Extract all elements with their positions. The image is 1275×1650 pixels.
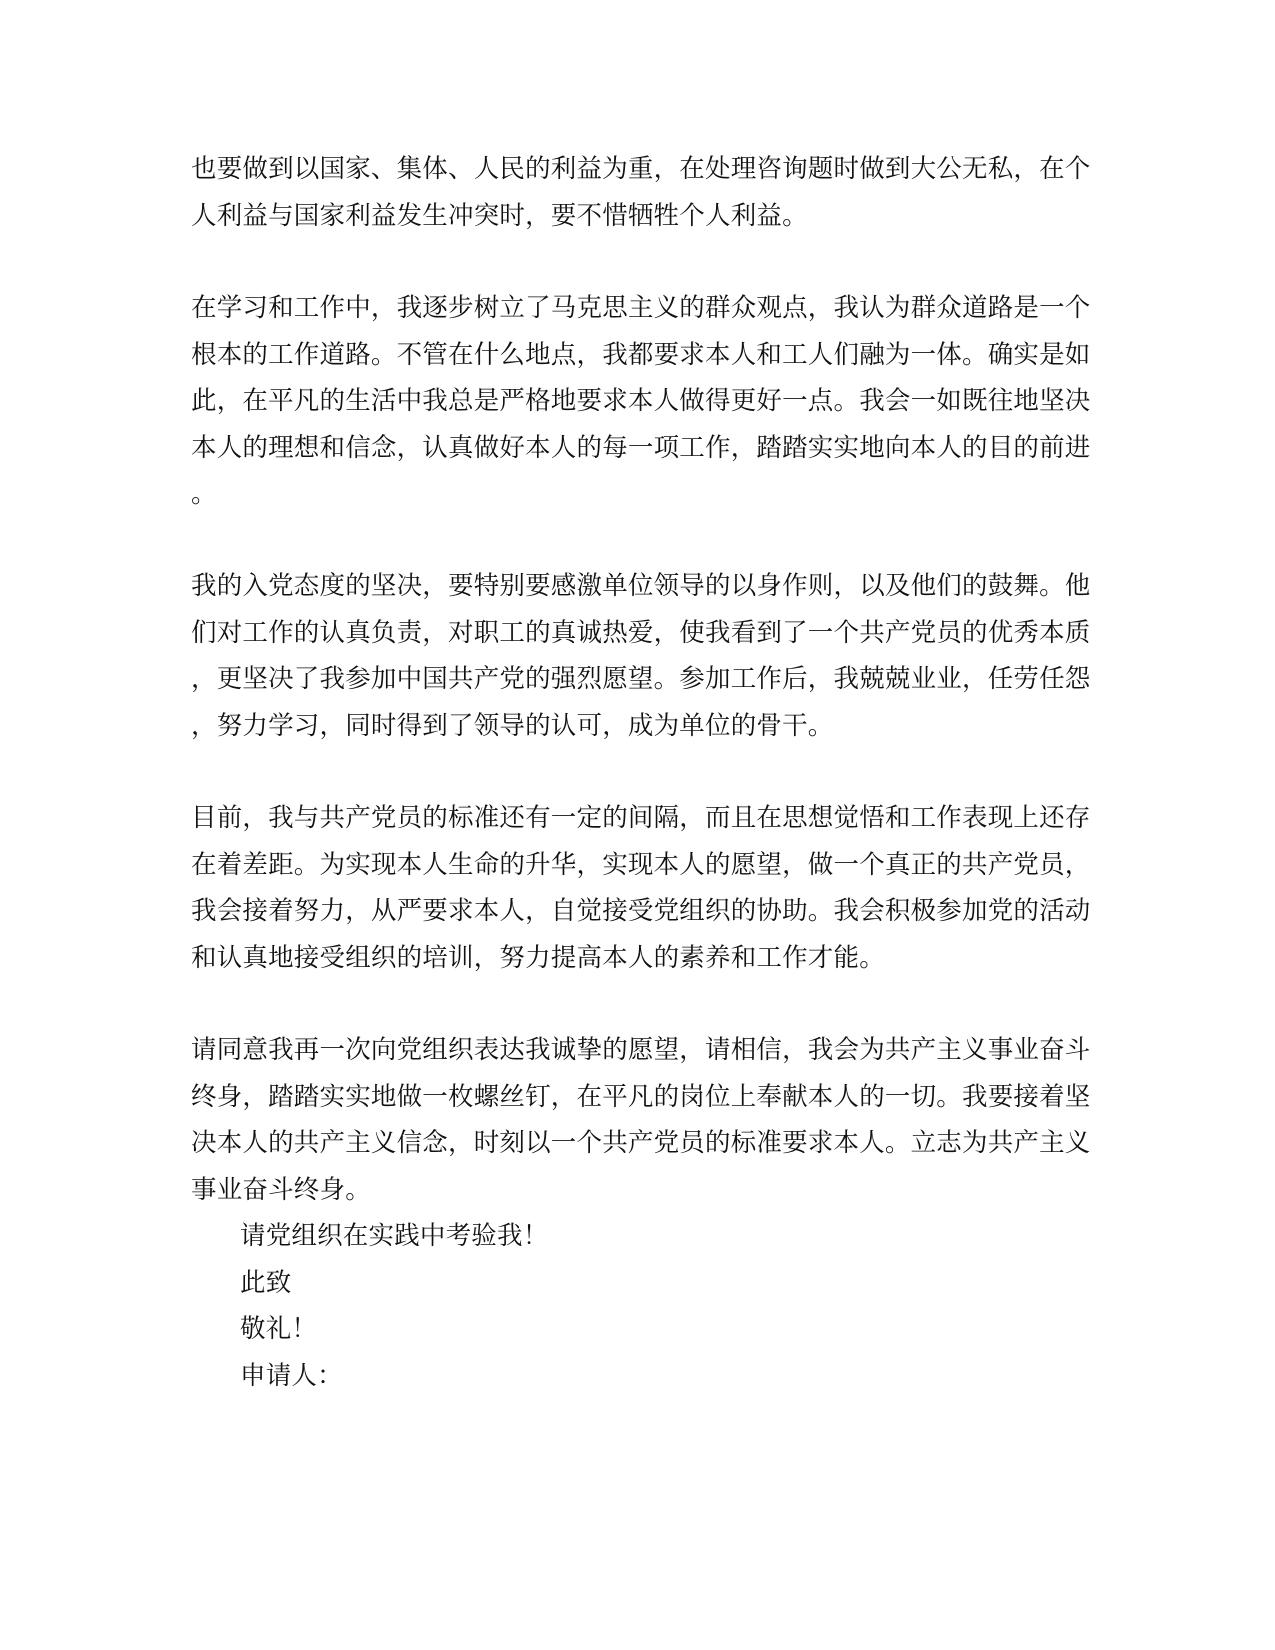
body-text-line: 。 xyxy=(191,479,217,509)
body-text-line: 在着差距。为实现本人生命的升华，实现本人的愿望，做一个真正的共产党员， xyxy=(191,850,1091,880)
body-text-line: 也要做到以国家、集体、人民的利益为重，在处理咨询题时做到大公无私，在个 xyxy=(191,154,1091,184)
body-text-line: ，努力学习，同时得到了领导的认可，成为单位的骨干。 xyxy=(191,711,834,741)
closing-salutation: 此致 xyxy=(240,1268,292,1298)
body-text-line: 本人的理想和信念，认真做好本人的每一项工作，踏踏实实地向本人的目的前进 xyxy=(191,433,1091,463)
body-text-line: 们对工作的认真负责，对职工的真诚热爱，使我看到了一个共产党员的优秀本质 xyxy=(191,618,1091,648)
body-text-line: 我的入党态度的坚决，要特别要感激单位领导的以身作则，以及他们的鼓舞。他 xyxy=(191,571,1091,601)
body-text-line: 人利益与国家利益发生冲突时，要不惜牺牲个人利益。 xyxy=(191,201,808,231)
body-text-line: 在学习和工作中，我逐步树立了马克思主义的群众观点，我认为群众道路是一个 xyxy=(191,293,1091,323)
body-text-line: ，更坚决了我参加中国共产党的强烈愿望。参加工作后，我兢兢业业，任劳任怨 xyxy=(191,664,1091,694)
body-text-line: 我会接着努力，从严要求本人，自觉接受党组织的协助。我会积极参加党的活动 xyxy=(191,896,1091,926)
applicant-signature-label: 申请人： xyxy=(240,1361,343,1391)
body-text-line: 决本人的共产主义信念，时刻以一个共产党员的标准要求本人。立志为共产主义 xyxy=(191,1128,1091,1158)
body-text-line: 此，在平凡的生活中我总是严格地要求本人做得更好一点。我会一如既往地坚决 xyxy=(191,386,1091,416)
body-text-line: 事业奋斗终身。 xyxy=(191,1175,371,1205)
closing-regards: 敬礼！ xyxy=(240,1314,318,1344)
body-text-line: 和认真地接受组织的培训，努力提高本人的素养和工作才能。 xyxy=(191,943,885,973)
body-text-line: 请同意我再一次向党组织表达我诚挚的愿望，请相信，我会为共产主义事业奋斗 xyxy=(191,1035,1091,1065)
body-text-line: 终身，踏踏实实地做一枚螺丝钉，在平凡的岗位上奉献本人的一切。我要接着坚 xyxy=(191,1082,1091,1112)
body-text-line: 目前，我与共产党员的标准还有一定的间隔，而且在思想觉悟和工作表现上还存 xyxy=(191,803,1091,833)
closing-exhortation: 请党组织在实践中考验我！ xyxy=(240,1221,549,1251)
body-text-line: 根本的工作道路。不管在什么地点，我都要求本人和工人们融为一体。确实是如 xyxy=(191,340,1091,370)
